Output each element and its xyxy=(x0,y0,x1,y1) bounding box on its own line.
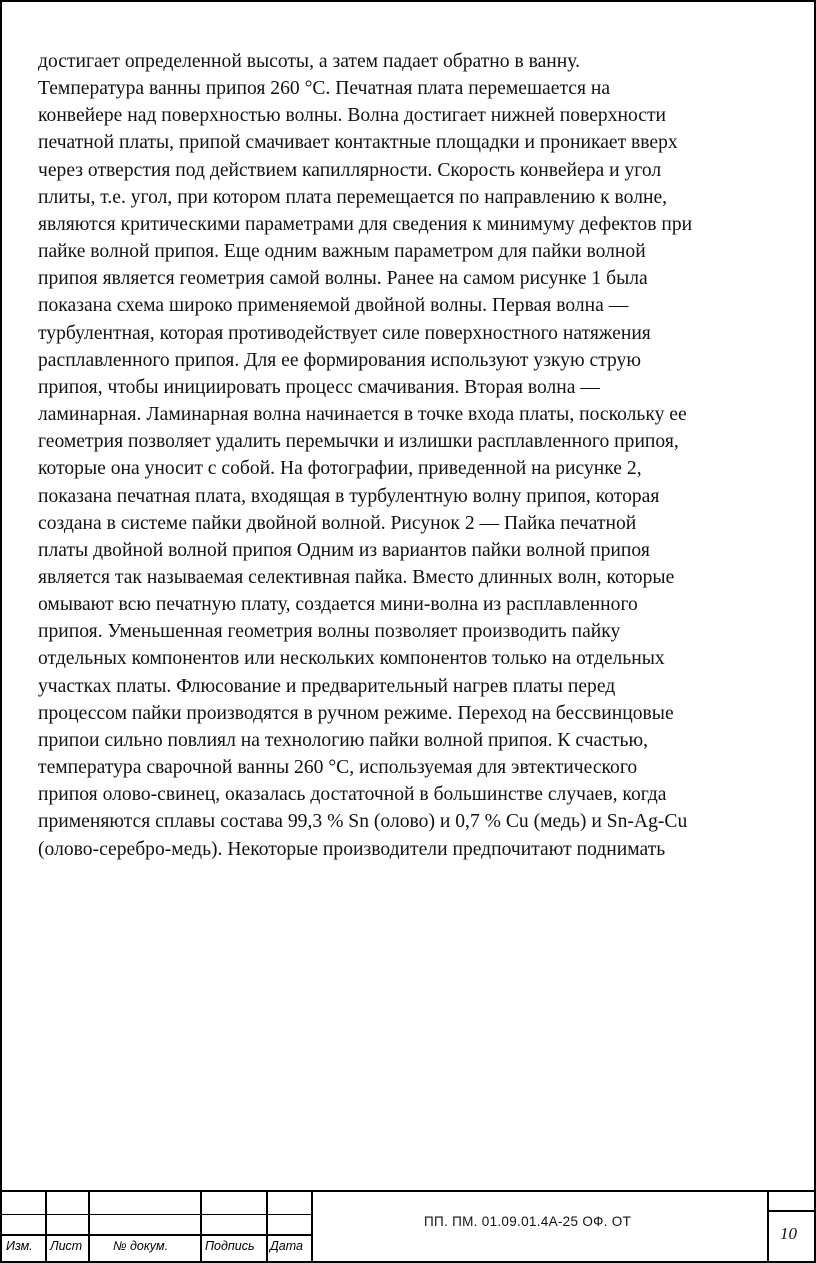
text-line: достигает определенной высоты, а затем падает обратно в ванну. xyxy=(38,51,581,72)
text-line: припоя, чтобы инициировать процесс смачивания. Вторая волна — xyxy=(38,376,600,398)
text-line: ламинарная. Ламинарная волна начинается в точке входа платы, поскольку ее xyxy=(38,404,687,426)
text-line: припои сильно повлиял на технологию пайки волной припоя. К счастью, xyxy=(38,729,648,751)
sheet-cell-line xyxy=(768,1210,814,1212)
text-line: геометрия позволяет удалить перемычки и излишки расплавленного припоя, xyxy=(38,431,679,453)
text-line: через отверстия под действием капиллярности. Скорость конвейера и угол xyxy=(38,159,662,181)
text-line: которые она уносит с собой. На фотографии, приведенной на рисунке 2, xyxy=(38,458,642,480)
stamp-col-line-1 xyxy=(45,1190,47,1261)
text-line: являются критическими параметрами для сведения к минимуму дефектов при xyxy=(38,213,693,235)
sheet-number: 10 xyxy=(780,1224,797,1243)
text-line: плиты, т.е. угол, при котором плата перемещается по направлению к волне, xyxy=(38,186,668,208)
stamp-col-line-6 xyxy=(767,1190,769,1261)
doc-num-label: № докум. xyxy=(113,1239,169,1253)
text-line: процессом пайки производятся в ручном режиме. Переход на бессвинцовые xyxy=(38,702,674,724)
text-line: участках платы. Флюсование и предварительный нагрев платы перед xyxy=(38,675,616,697)
body-text xyxy=(38,48,780,863)
document-code: ПП. ПМ. 01.09.01.4А-25 ОФ. ОТ xyxy=(424,1214,632,1229)
text-line: температура сварочной ванны 260 °С, используемая для эвтектического xyxy=(38,757,638,779)
stamp-col-line-5 xyxy=(311,1190,313,1261)
text-line: конвейере над поверхностью волны. Волна достигает нижней поверхности xyxy=(38,105,667,127)
text-line: пайке волной припоя. Еще одним важным параметром для пайки волной xyxy=(38,241,646,263)
signature-label: Подпись xyxy=(205,1239,255,1253)
text-line: припоя является геометрия самой волны. Ранее на самом рисунке 1 была xyxy=(38,268,648,290)
text-line: печатной платы, припой смачивает контактные площадки и проникает вверх xyxy=(38,132,678,154)
text-line: (олово-серебро-медь). Некоторые производители предпочитают поднимать xyxy=(38,838,666,860)
text-line: создана в системе пайки двойной волной. Рисунок 2 — Пайка печатной xyxy=(38,512,637,534)
izm-label: Изм. xyxy=(6,1239,33,1253)
text-line: припоя олово-свинец, оказалась достаточной в большинстве случаев, когда xyxy=(38,784,667,806)
text-line: припоя. Уменьшенная геометрия волны позволяет производить пайку xyxy=(38,621,621,643)
title-block xyxy=(0,1190,814,1261)
text-line: платы двойной волной припоя Одним из вариантов пайки волной припоя xyxy=(38,539,650,561)
text-line: показана схема широко применяемой двойной волны. Первая волна — xyxy=(38,295,629,317)
text-line: является так называемая селективная пайка. Вместо длинных волн, которые xyxy=(38,566,675,588)
stamp-col-line-4 xyxy=(266,1190,268,1261)
stamp-top-line xyxy=(0,1190,814,1192)
text-line: расплавленного припоя. Для ее формирования используют узкую струю xyxy=(38,349,641,371)
date-label: Дата xyxy=(270,1239,303,1253)
stamp-col-line-2 xyxy=(88,1190,90,1261)
text-line: Температура ванны припоя 260 °С. Печатная плата перемешается на xyxy=(38,78,611,100)
text-line: омывают всю печатную плату, создается мини-волна из расплавленного xyxy=(38,594,638,616)
text-line: отдельных компонентов или нескольких компонентов только на отдельных xyxy=(38,648,665,670)
stamp-col-line-3 xyxy=(200,1190,202,1261)
list-label: Лист xyxy=(50,1239,83,1253)
text-line: турбулентная, которая противодействует силе поверхностного натяжения xyxy=(38,322,651,344)
text-line: применяются сплавы состава 99,3 % Sn (олово) и 0,7 % Cu (медь) и Sn-Ag-Cu xyxy=(38,811,688,833)
text-line: показана печатная плата, входящая в турбулентную волну припоя, которая xyxy=(38,485,660,507)
